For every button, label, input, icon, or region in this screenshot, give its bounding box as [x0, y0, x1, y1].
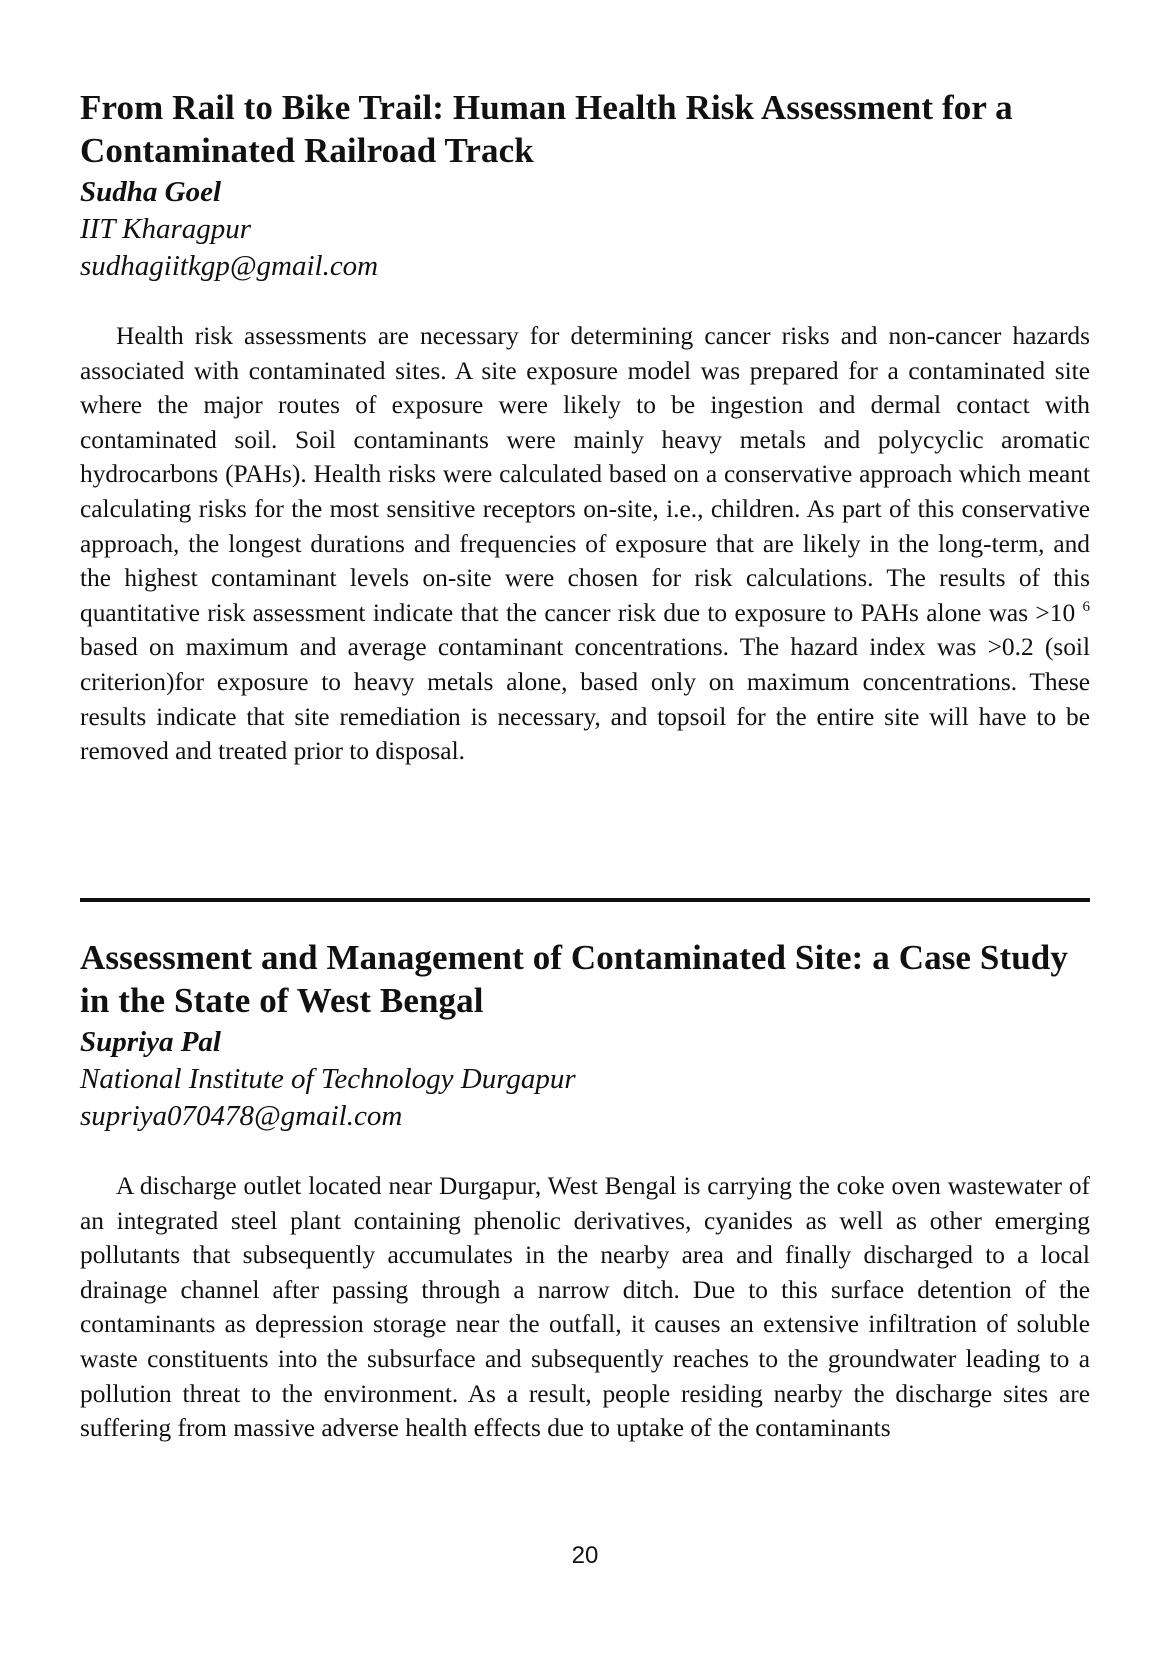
article-abstract: A discharge outlet located near Durgapur, West Bengal is carrying the coke oven wastewater of an integrated steel plant containing phenolic derivatives, cyanides as well as other emerging pollutants that subsequently accumulates in the nearby area and finally discharged to a local drainage channel after passing through a narrow ditch. Due to this surface detention of the contaminants as depression storage near the outfall, it causes an extensive infiltration of soluble waste constituents into the subsurface and subsequently reaches to the groundwater leading to a pollution threat to the environment. As a result, people residing nearby the discharge sites are suffering from massive adverse health effects due to uptake of the contaminants [80, 1172, 1090, 1443]
author-name: Supriya Pal [80, 1026, 221, 1058]
article-abstract [80, 319, 1090, 769]
abstract-superscript: 6 [1082, 598, 1090, 615]
abstract-text-part-2: based on maximum and average contaminant concentrations. The hazard index was >0.2 (soil criterion)for exposure to heavy metals alone, based only on maximum concentrations. These results indicate that site remediation is necessary, and topsoil for the entire site will have to be removed and treated prior to disposal. [80, 633, 1090, 766]
article-title: Assessment and Management of Contaminated Site: a Case Study in the State of West Bengal [80, 938, 1068, 1020]
article-title: From Rail to Bike Trail: Human Health Risk Assessment for a Contaminated Railroad Track [80, 88, 1013, 170]
author-affiliation: National Institute of Technology Durgapur [80, 1063, 576, 1095]
author-email: sudhagiitkgp@gmail.com [80, 250, 379, 282]
author-email: supriya070478@gmail.com [80, 1100, 403, 1132]
section-divider [80, 898, 1090, 902]
author-affiliation: IIT Kharagpur [80, 213, 252, 245]
document-page [80, 0, 1090, 1654]
article-contaminated-site-west-bengal [80, 936, 1090, 1446]
page-number: 20 [571, 1542, 599, 1569]
author-name: Sudha Goel [80, 176, 222, 208]
article-rail-to-bike-trail [80, 86, 1090, 769]
abstract-text-part-1: Health risk assessments are necessary for determining cancer risks and non-cancer hazards associated with contaminated sites. A site exposure model was prepared for a contaminated site where the major routes of exposure were likely to be ingestion and dermal contact with contaminated soil. Soil contaminants were mainly heavy metals and polycyclic aromatic hydrocarbons (PAHs). Health risks were calculated based on a conservative approach which meant calculating risks for the most sensitive receptors on-site, i.e., children. As part of this conservative approach, the longest durations and frequencies of exposure that are likely in the long-term, and the highest contaminant levels on-site were chosen for risk calculations. The results of this quantitative risk assessment indicate that the cancer risk due to exposure to PAHs alone was >10 [80, 322, 1090, 627]
